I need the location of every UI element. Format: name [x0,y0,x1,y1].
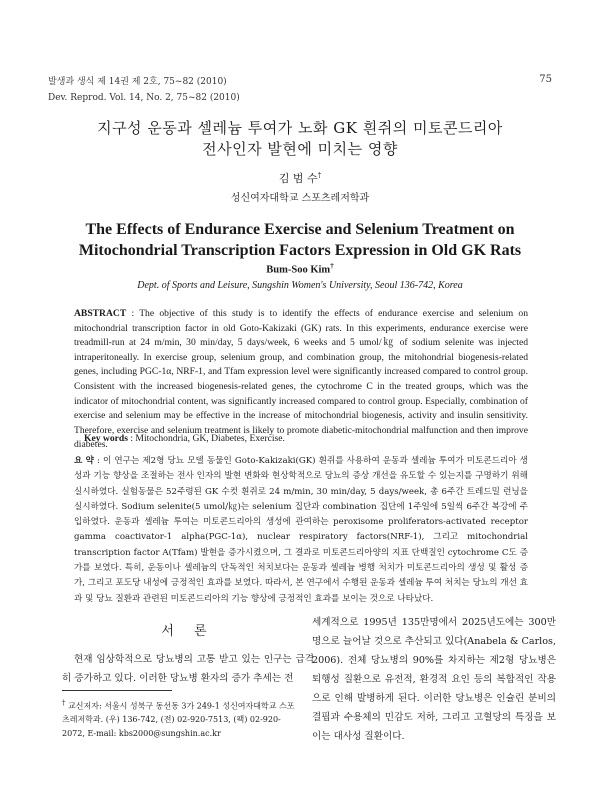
footnote-mark: † [62,699,66,707]
journal-citation [48,74,240,106]
introduction-right-column: 세계적으로 1995년 135만명에서 2025년도에는 300만명으로 늘어날 것으로 추산되고 있다(Anabela & Carlos, 2006). 전체 당뇨병의 90%를 차지하는 제2형 당뇨병은 퇴행성 질환으로 유전적, 환경적 요인 등의 복합적인 작용으로 인해 발병하게 된다. 이러한 당뇨병은 인슐린 분비의 결핍과 수용체의 민감도 저하, 그리고 고혈당의 특징을 보이는 대사성 질환이다. [312,617,556,742]
korean-abstract-text: : 이 연구는 제2형 당뇨 모델 동물인 Goto-Kakizaki(GK) 흰쥐를 사용하여 운동과 셀레늄 투여가 미토콘드리아 생성과 기능 향상을 조절하는 전사 인자의 발현 변화와 현상학적으로 당뇨의 증상 개선을 유도할 수 있는지를 구명하기 위해 실시하였다. 실험동물은 52주령된 GK 수컷 흰쥐로 24 m/min, 30 min/day, 5 days/week, 총 6주간 트레드밀 런닝을 실시하였다. Sodium selenite(5 umol/㎏)는 selenium 집단과 combination 집단에 1주일에 5일씩 6주간 복강에 주입하였다. 운동과 셀레늄 투여는 미토콘드리아의 생성에 관여하는 peroxisome proliferators-activated receptor gamma coactivator-1 alpha(PGC-1α), nuclear respiratory factors(NRF-1), 그리고 mitochondrial transcription factor A(Tfam) 발현을 증가시켰으며, 그 결과로 미토콘드리아양의 지표 단백질인 cytochrome C도 증가를 보였다. 특히, 운동이나 셀레늄의 단독적인 처치보다는 운동과 셀레늄 병행 처치가 미토콘드리아의 생성 및 활성 증가, 그리고 포도당 내성에 긍정적인 효과를 보였다. 따라서, 본 연구에서 수행된 운동과 셀레늄 투여 처치는 당뇨의 개선 효과 및 당뇨 질환과 관련된 미토콘드리아의 기능 향상에 긍정적인 효과를 보이는 것으로 나타났다. [74,456,528,604]
english-title-line2: Mitochondrial Transcription Factors Expression in Old GK Rats [78,242,522,259]
footnote-divider [62,690,172,691]
footnote [62,697,302,740]
korean-abstract-label: 요 약 [74,456,94,466]
introduction-left-column: 현재 임상학적으로 당뇨병의 고통 받고 있는 인구는 급격히 증가하고 있다. 이러한 당뇨병 환자의 증가 추세는 전 [62,654,314,684]
journal-citation-korean: 발생과 생식 제 14권 제 2호, 75~82 (2010) [48,77,227,87]
abstract-text: : The objective of this study is to identify the effects of endurance exercise and selenium on mitochondrial transcription factor in old Goto-Kakizaki (GK) rats. In this experiments, endurance exercise were treadmill-run at 24 m/min, 30 min/day, 5 days/week, 6 weeks and 5 umol/㎏ of sodium selenite was injected intraperitoneally. In exercise group, selenium group, and combination group, the mitohondrial biogenesis-related genes, including PGC-1α, NRF-1, and Tfam expression level were significantly increased compared to control group. Consistent with the increased biogenesis-related genes, the cytochrome C in the treated groups, which was the indicator of mitochondrial content, was significantly increased compared to control group. Especially, combination of exercise and selenium may be effective in the increase of mitochondrial biogenesis, activity and insulin sensitivity. Therefore, exercise and selenium treatment is likely to promote diabetic-mitochondrial malfunction and then improve diabetes. [74,308,528,451]
keywords [84,433,285,444]
section-heading-introduction: 서 론 [161,624,215,639]
english-affiliation: Dept. of Sports and Leisure, Sungshin Women's University, Seoul 136-742, Korea [137,280,463,291]
english-author [0,262,600,276]
journal-citation-english: Dev. Reprod. Vol. 14, No. 2, 75~82 (2010) [48,93,240,103]
english-author-name: Bum-Soo Kim [266,264,331,276]
korean-title-line1: 지구성 운동과 셀레늄 투여가 노화 GK 흰쥐의 미토콘드리아 [97,119,503,137]
english-title-line1: The Effects of Endurance Exercise and Selenium Treatment on [85,221,515,238]
korean-author-name: 김 범 수 [278,172,318,185]
page-number: 75 [539,74,552,85]
footnote-text: 교신저자: 서울시 성북구 동선동 3가 249-1 성신여자대학교 스포츠레저학과. (우) 136-742, (전) 02-920-7513, (팩) 02-920-2072, E-mail: kbs2000@sungshin.ac.kr [62,701,295,738]
english-title [60,219,540,261]
korean-affiliation: 성신여자대학교 스포츠레저학과 [230,193,370,204]
keywords-text: : Mitochondria, GK, Diabetes, Exercise. [127,433,285,444]
corresponding-author-mark: † [330,262,334,270]
korean-title-line2: 전사인자 발현에 미치는 영향 [202,140,398,158]
korean-title [60,118,540,160]
korean-abstract [74,454,528,607]
abstract-label: ABSTRACT [74,308,127,319]
keywords-label: Key words [84,433,128,444]
abstract [74,307,528,453]
korean-author [0,170,600,186]
corresponding-author-mark: † [317,171,322,180]
